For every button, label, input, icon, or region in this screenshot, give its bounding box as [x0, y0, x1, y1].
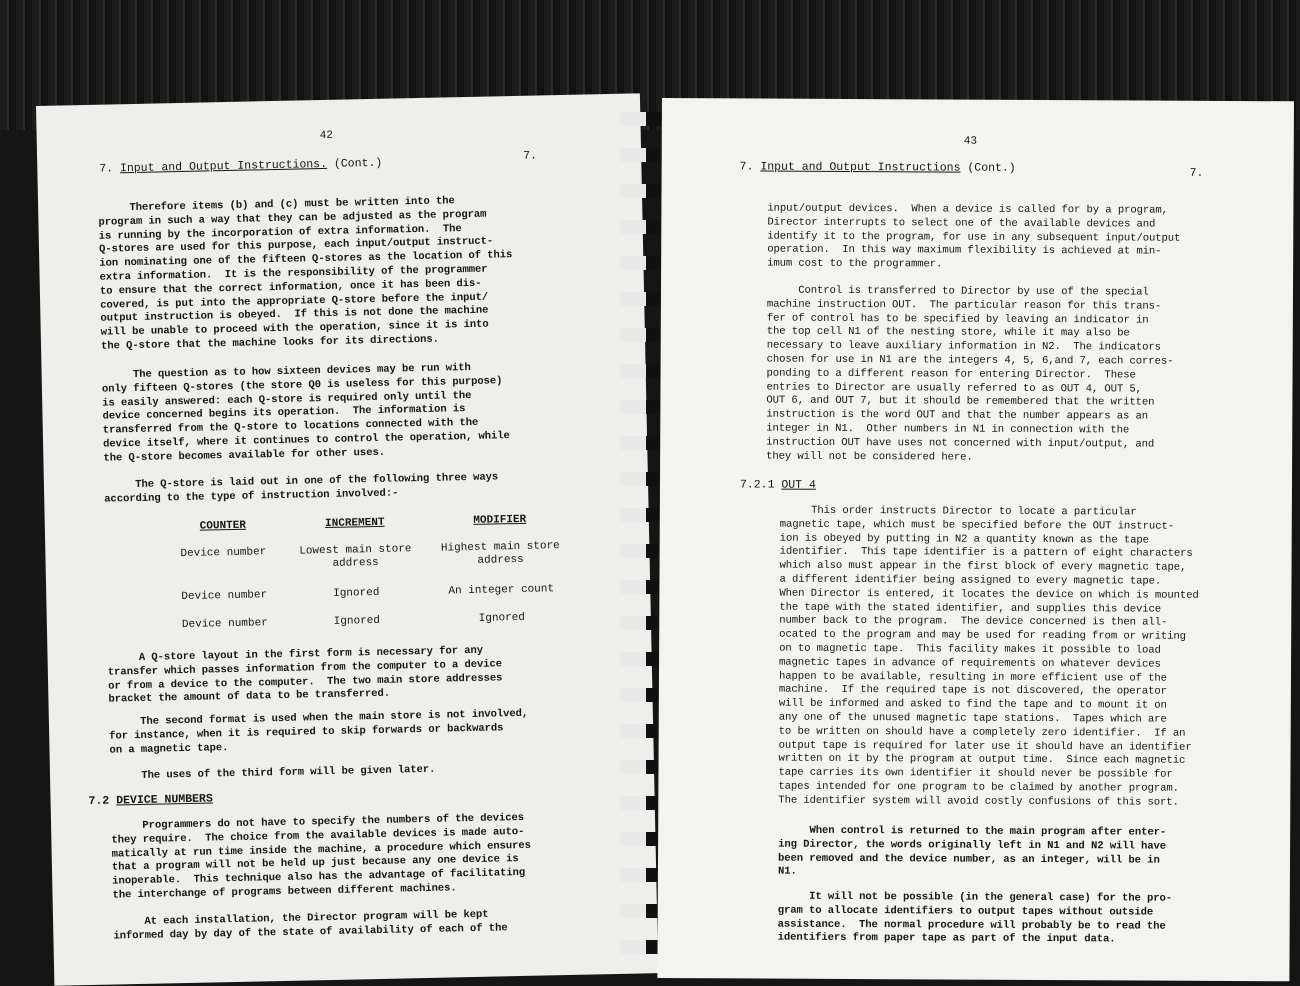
subsection-title: OUT 4 — [781, 478, 816, 492]
heading-cont: (Cont.) — [333, 156, 383, 171]
paragraph: The second format is used when the main store is not involved, for instance, when it is required to skip forwards or backwards on a magnetic tape. — [108, 707, 529, 757]
paragraph: This order instructs Director to locate a particular magnetic tape, which must be specified before the OUT instruct- ion is obeyed by putting in N2 a quantity known as the tape identifier. This tape identifier is a pattern of eight characters which also must appear in the first block of every magnetic tape, a different identifier being assigned to every magnetic tape. When Director is entered, it locates the device on which is mounted the tape with the stated identifier, and supplies this device number back to the program. The device concerned is then all- ocated to the program and may be used for reading from or writing on to magnetic tape. This facility makes it possible to load magnetic tapes in advance of requirements on whatever devices happen to be available, resulting in more efficient use of the machine. If the required tape is not discovered, the operator will be informed and asked to find the tape and to mount it on any one of the unused magnetic tape stations. Tapes which are to be written on should have a completely zero identifier. If an output tape is required for later use it should have an identifier written on it by the program at output time. Since each magnetic tape carries its own identifier it should never be possible for tapes intended for one program to be claimed by another program. The identifier system will avoid costly confusions of this sort. — [778, 504, 1199, 809]
left-page — [36, 93, 658, 985]
table-cell: Device number — [180, 546, 267, 561]
heading-right-number: 7. — [523, 149, 538, 163]
paragraph: The question as to how sixteen devices may be run with only fifteen Q-stores (the store Q0 is useless for this purpose) is easily answered: each Q-store is required only until the device concerned begins its operation. The information is transferred from the Q-store to locations connected with the device itself, where it continues to control the operation, while the Q-store becomes available for other uses. — [101, 361, 510, 465]
subsection-heading — [740, 478, 816, 491]
paragraph: It will not be possible (in the general case) for the pro- gram to allocate identifiers to output tapes without outside assistance. The normal procedure will probably be to read the identifiers from paper tape as part of the input data. — [777, 890, 1173, 946]
table-cell: Lowest main store address — [299, 543, 412, 570]
paragraph: Control is transferred to Director by use of the special machine instruction OUT. The particular reason for this trans- fer of control has to be specified by leaving an indicator in the top cell N1 of the nesting store, while it may also be necessary to leave auxiliary information in N2. The indicators chosen for use in N1 are the integers 4, 5, 6,and 7, each corres- ponding to a different reason for entering Director. These entries to Director are usually referred to as OUT 4, OUT 5, OUT 6, and OUT 7, but it should be remembered that the written instruction is the word OUT and that the number appears as an integer in N1. Other numbers in N1 in connection with the instruction OUT have uses not concerned with input/output, and they will not be considered here. — [766, 284, 1174, 464]
table-cell: Device number — [181, 617, 268, 632]
subsection-number: 7.2.1 — [739, 478, 775, 492]
table-cell: Ignored — [333, 614, 381, 628]
table-cell: Device number — [181, 589, 268, 604]
heading-number: 7. — [739, 160, 754, 174]
table-cell: Highest main store address — [440, 540, 560, 567]
table-cell: Ignored — [478, 611, 526, 625]
heading-title: Input and Output Instructions. — [119, 157, 328, 176]
heading-number: 7. — [99, 162, 114, 176]
heading-cont: (Cont.) — [967, 161, 1016, 175]
paragraph: A Q-store layout in the first form is necessary for any transfer which passes information from the computer to a device or from a device to the computer. The two main store addresses bracket the amount of data to be transferred. — [107, 644, 503, 707]
table-header: INCREMENT — [324, 516, 385, 531]
paragraph: At each installation, the Director program will be kept informed day by day of the state of availability of each of the — [112, 908, 508, 943]
table-cell: Ignored — [333, 586, 380, 600]
subsection-title: DEVICE NUMBERS — [116, 792, 213, 808]
section-heading — [99, 157, 382, 176]
subsection-number: 7.2 — [88, 794, 110, 809]
paragraph: The uses of the third form will be given later. — [109, 763, 436, 783]
subsection-heading — [88, 792, 212, 808]
paragraph: When control is returned to the main program after enter- ing Director, the words originally left in N1 and N2 will have been removed and the device number, as an integer, will be in N1. — [777, 824, 1167, 879]
paragraph: input/output devices. When a device is called for by a program, Director interrupts to select one of the available devices and identify it to the program, for use in any subsequent input/output operation. In this way maximum flexibility is achieved at min- imum cost to the programmer. — [767, 202, 1181, 271]
table-header: COUNTER — [199, 519, 247, 533]
table-header: MODIFIER — [473, 513, 527, 527]
heading-title: Input and Output Instructions — [760, 160, 961, 175]
paragraph: Programmers do not have to specify the numbers of the devices they require. The choice from the available devices is made auto- matically at run time inside the machine, a procedure which ensures that a program will not be held up just because any one device is inoperable. This technique also has the advantage of facilitating the interchange of programs between different machines. — [110, 811, 531, 902]
paragraph: The Q-store is laid out in one of the following three ways according to the type of instruction involved:- — [103, 471, 499, 506]
heading-right-number: 7. — [1189, 166, 1204, 180]
paragraph: Therefore items (b) and (c) must be written into the program in such a way that they can be adjusted as the program is running by the incorporation of extra information. The Q-stores are used for this purpose, each input/output instruct- ion nominating one of the fifteen Q-stores as the location of this extra information. It is the responsibility of the programmer to ensure that the correct information, once it has been dis- covered, is put into the appropriate Q-store before the input/ output instruction is obeyed. If this is not done the machine will be unable to proceed with the operation, since it is into the Q-store that the machine looks for its directions. — [98, 195, 513, 353]
page-number: 42 — [319, 129, 334, 143]
right-page — [657, 98, 1294, 981]
section-heading — [740, 160, 1016, 174]
table-cell: An integer count — [448, 583, 555, 598]
page-number: 43 — [963, 135, 978, 148]
